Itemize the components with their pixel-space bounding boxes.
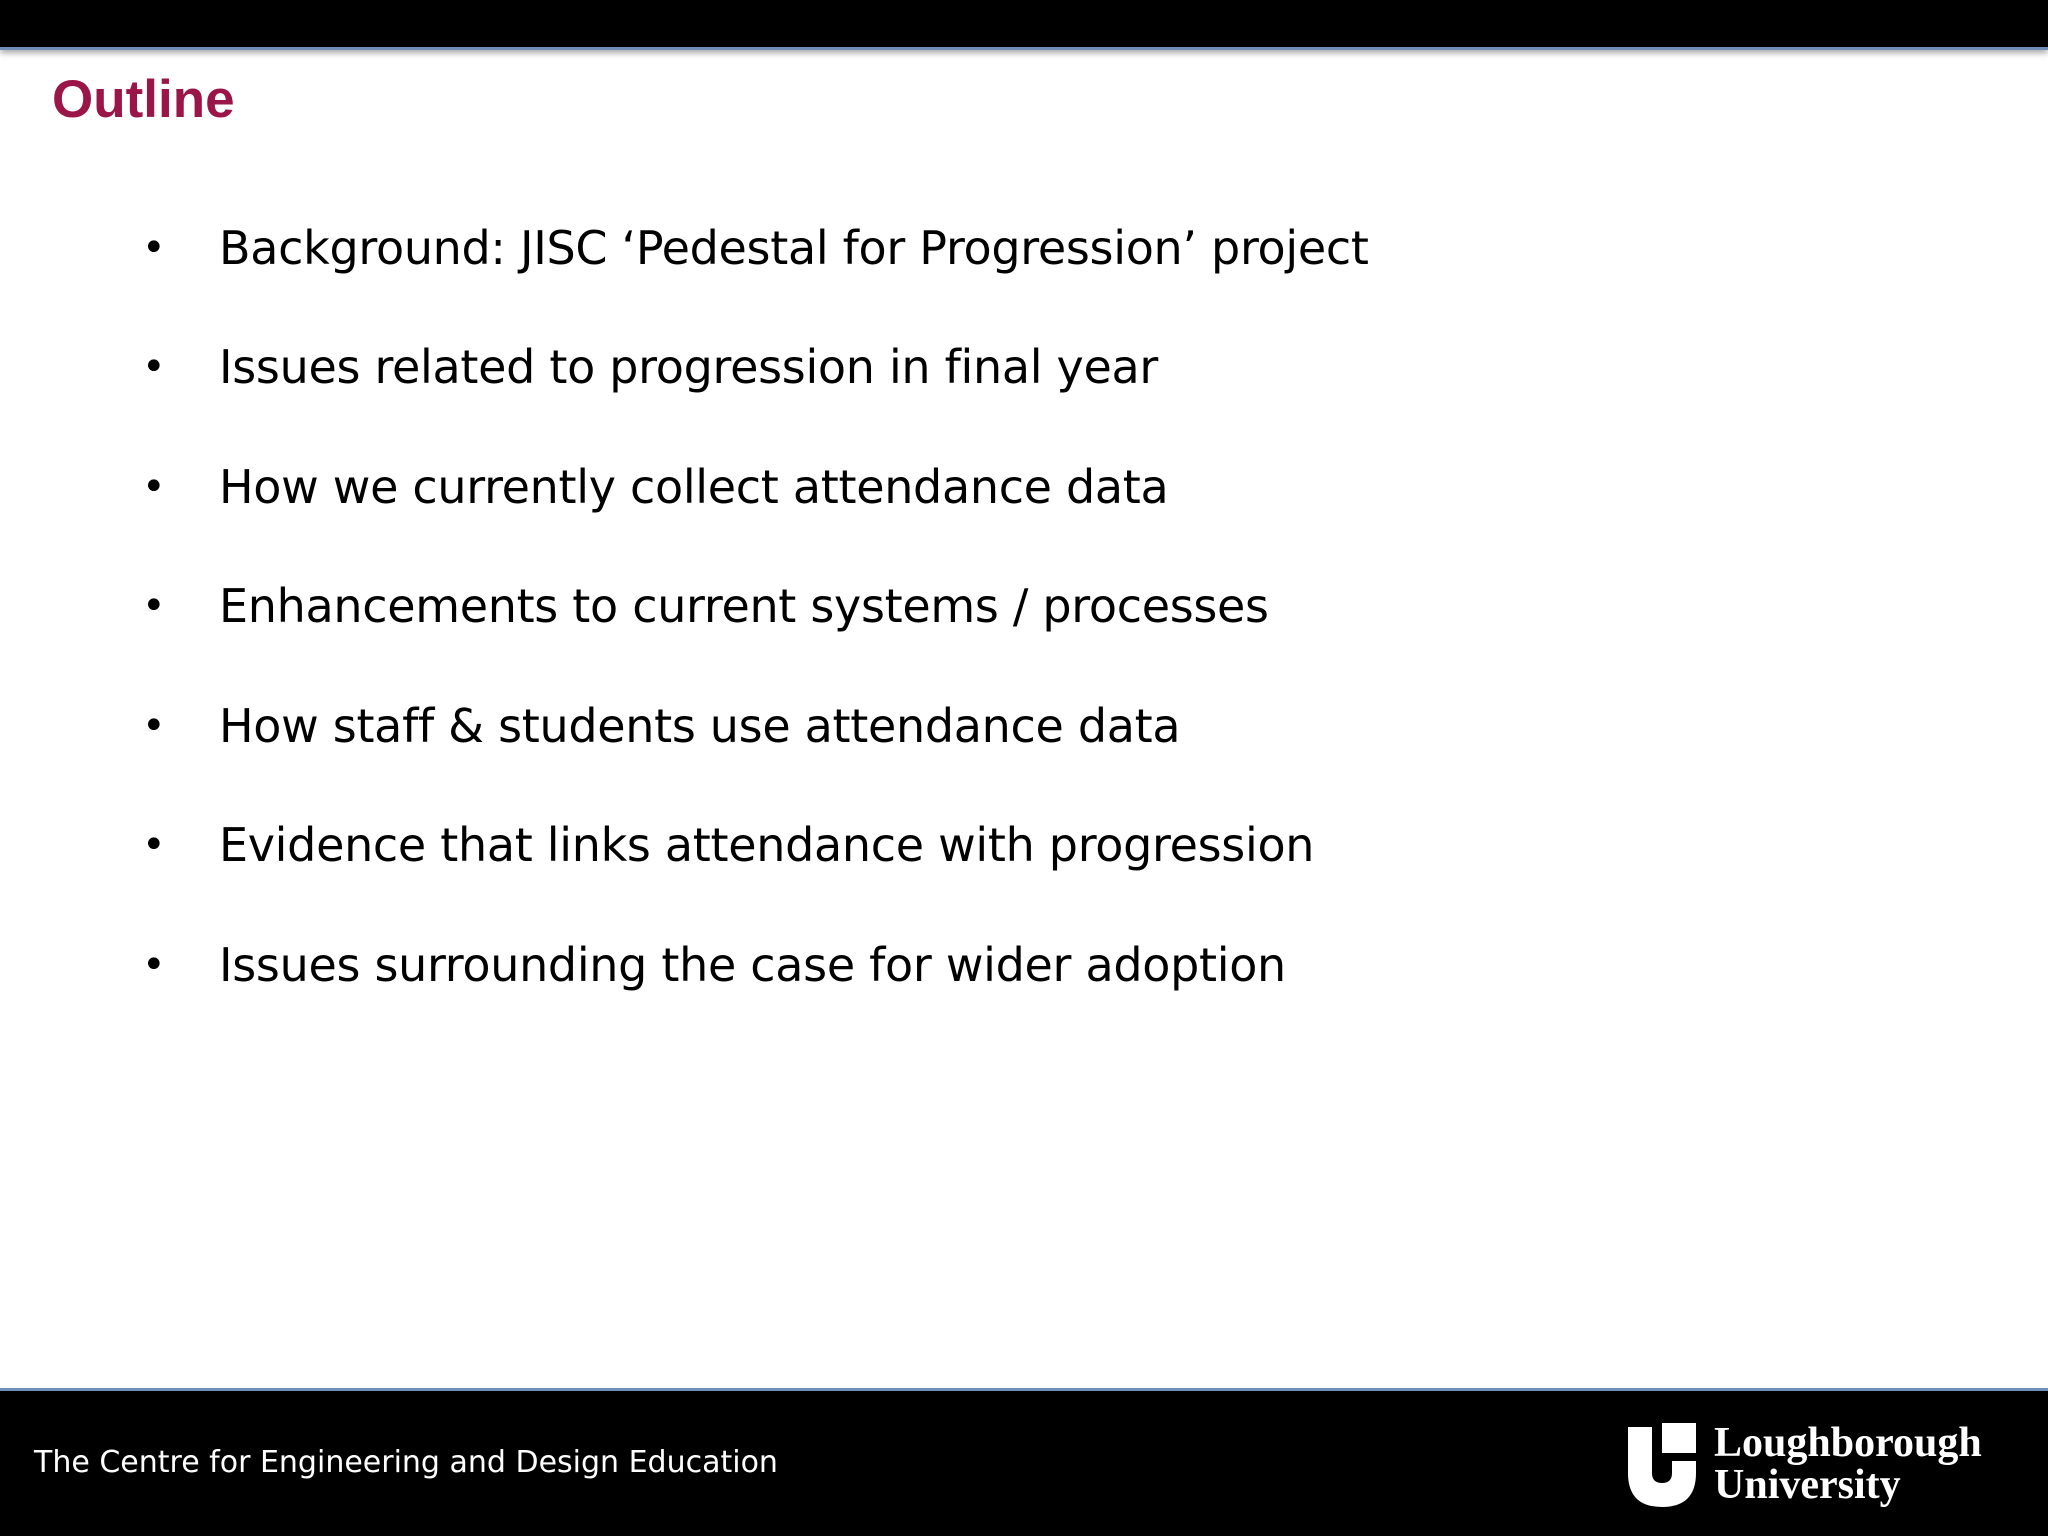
bullet-text: Evidence that links attendance with progression [219,818,1315,872]
bullet-text: Background: JISC ‘Pedestal for Progression’ project [219,221,1369,275]
footer-bar [0,1388,2048,1536]
bullet-item [0,452,1500,522]
bullet-marker: • [142,822,166,868]
loughborough-shield-icon [1626,1421,1698,1511]
logo-line-2: University [1714,1462,1901,1508]
bullet-item [0,930,1500,1000]
bullet-item [0,571,1500,641]
slide-title: Outline [52,70,235,129]
bullet-item [0,213,1500,283]
bullet-text: Issues surrounding the case for wider adoption [219,938,1286,992]
bullet-marker: • [142,942,166,988]
bullet-marker: • [142,225,166,271]
bullet-item [0,332,1500,402]
bullet-text: Issues related to progression in final year [219,340,1158,394]
bullet-marker: • [142,344,166,390]
bullet-text: Enhancements to current systems / processes [219,579,1269,633]
logo-line-1: Loughborough [1714,1420,1982,1466]
bullet-marker: • [142,583,166,629]
top-bar [0,0,2048,50]
bullet-marker: • [142,464,166,510]
bullet-item [0,691,1500,761]
footer-department: The Centre for Engineering and Design Education [34,1445,778,1480]
bullet-text: How staff & students use attendance data [219,699,1181,753]
bullet-marker: • [142,703,166,749]
bullet-text: How we currently collect attendance data [219,460,1169,514]
university-logo [1626,1421,2006,1511]
bullet-item [0,810,1500,880]
